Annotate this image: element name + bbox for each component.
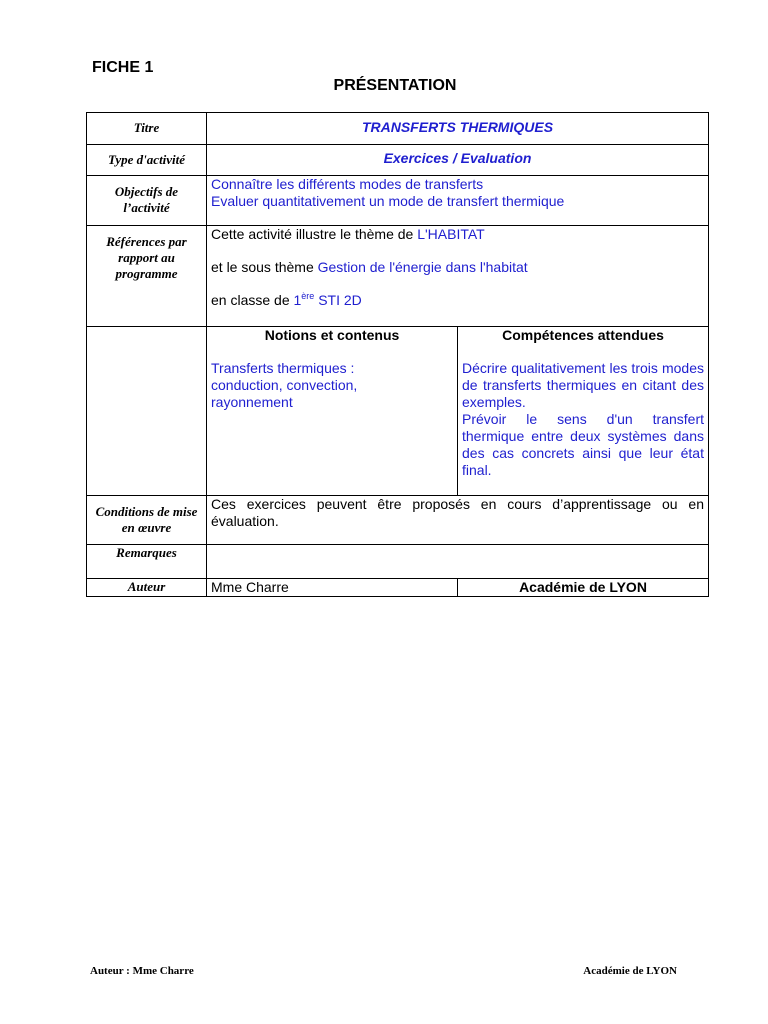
reference-class-prefix: en classe de — [211, 292, 294, 308]
row-notions — [87, 327, 709, 496]
reference-class-value: STI 2D — [314, 292, 362, 308]
label-auteur: Auteur — [87, 579, 207, 597]
competences-cell — [458, 327, 709, 496]
fiche-number: FICHE 1 — [92, 59, 154, 76]
reference-subtheme-prefix: et le sous thème — [211, 259, 318, 275]
value-conditions: Ces exercices peuvent être proposés en cours d’apprentissage ou en évaluation. — [207, 496, 709, 545]
reference-class-num: 1 — [293, 292, 302, 308]
label-type: Type d'activité — [87, 145, 207, 176]
value-auteur-academie: Académie de LYON — [458, 579, 709, 597]
reference-subtheme — [211, 259, 704, 276]
row-conditions — [87, 496, 709, 545]
reference-class-sup: ère — [301, 291, 315, 301]
value-titre: TRANSFERTS THERMIQUES — [207, 113, 709, 145]
objectif-line: Connaître les différents modes de transferts — [211, 176, 484, 192]
empty-label-cell — [87, 327, 207, 496]
notion-line: conduction, convection, — [211, 377, 358, 393]
value-type: Exercices / Evaluation — [207, 145, 709, 176]
presentation-table — [86, 112, 709, 597]
reference-theme-prefix: Cette activité illustre le thème de — [211, 226, 418, 242]
competences-header: Compétences attendues — [502, 327, 664, 343]
row-auteur — [87, 579, 709, 597]
row-remarques — [87, 545, 709, 579]
notion-line: rayonnement — [211, 394, 293, 410]
value-objectifs — [207, 176, 709, 226]
reference-theme-value: L'HABITAT — [417, 226, 485, 242]
value-references — [207, 226, 709, 327]
reference-theme — [211, 226, 704, 243]
competence-paragraph: Décrire qualitativement les trois modes de transferts thermiques en citant des exemples. — [462, 360, 704, 410]
notions-cell — [207, 327, 458, 496]
reference-subtheme-value: Gestion de l'énergie dans l'habitat — [317, 259, 528, 275]
notions-header: Notions et contenus — [264, 327, 400, 343]
objectif-line: Evaluer quantitativement un mode de transfert thermique — [211, 193, 565, 209]
row-titre — [87, 113, 709, 145]
notion-line: Transferts thermiques : — [211, 360, 355, 376]
value-remarques — [207, 545, 709, 579]
label-remarques: Remarques — [87, 545, 207, 579]
footer-author: Auteur : Mme Charre — [90, 965, 194, 977]
value-auteur-name: Mme Charre — [207, 579, 458, 597]
label-titre: Titre — [87, 113, 207, 145]
footer-academie: Académie de LYON — [583, 965, 677, 977]
competence-paragraph: Prévoir le sens d'un transfert thermique entre deux systèmes dans des cas concrets ainsi que leur état final. — [462, 411, 704, 478]
label-objectifs: Objectifs de l’activité — [87, 176, 207, 226]
label-conditions: Conditions de mise en œuvre — [87, 496, 207, 545]
row-references — [87, 226, 709, 327]
label-references: Références par rapport au programme — [87, 226, 207, 327]
row-type — [87, 145, 709, 176]
row-objectifs — [87, 176, 709, 226]
page-title: PRÉSENTATION — [333, 77, 457, 94]
reference-class — [211, 292, 704, 309]
